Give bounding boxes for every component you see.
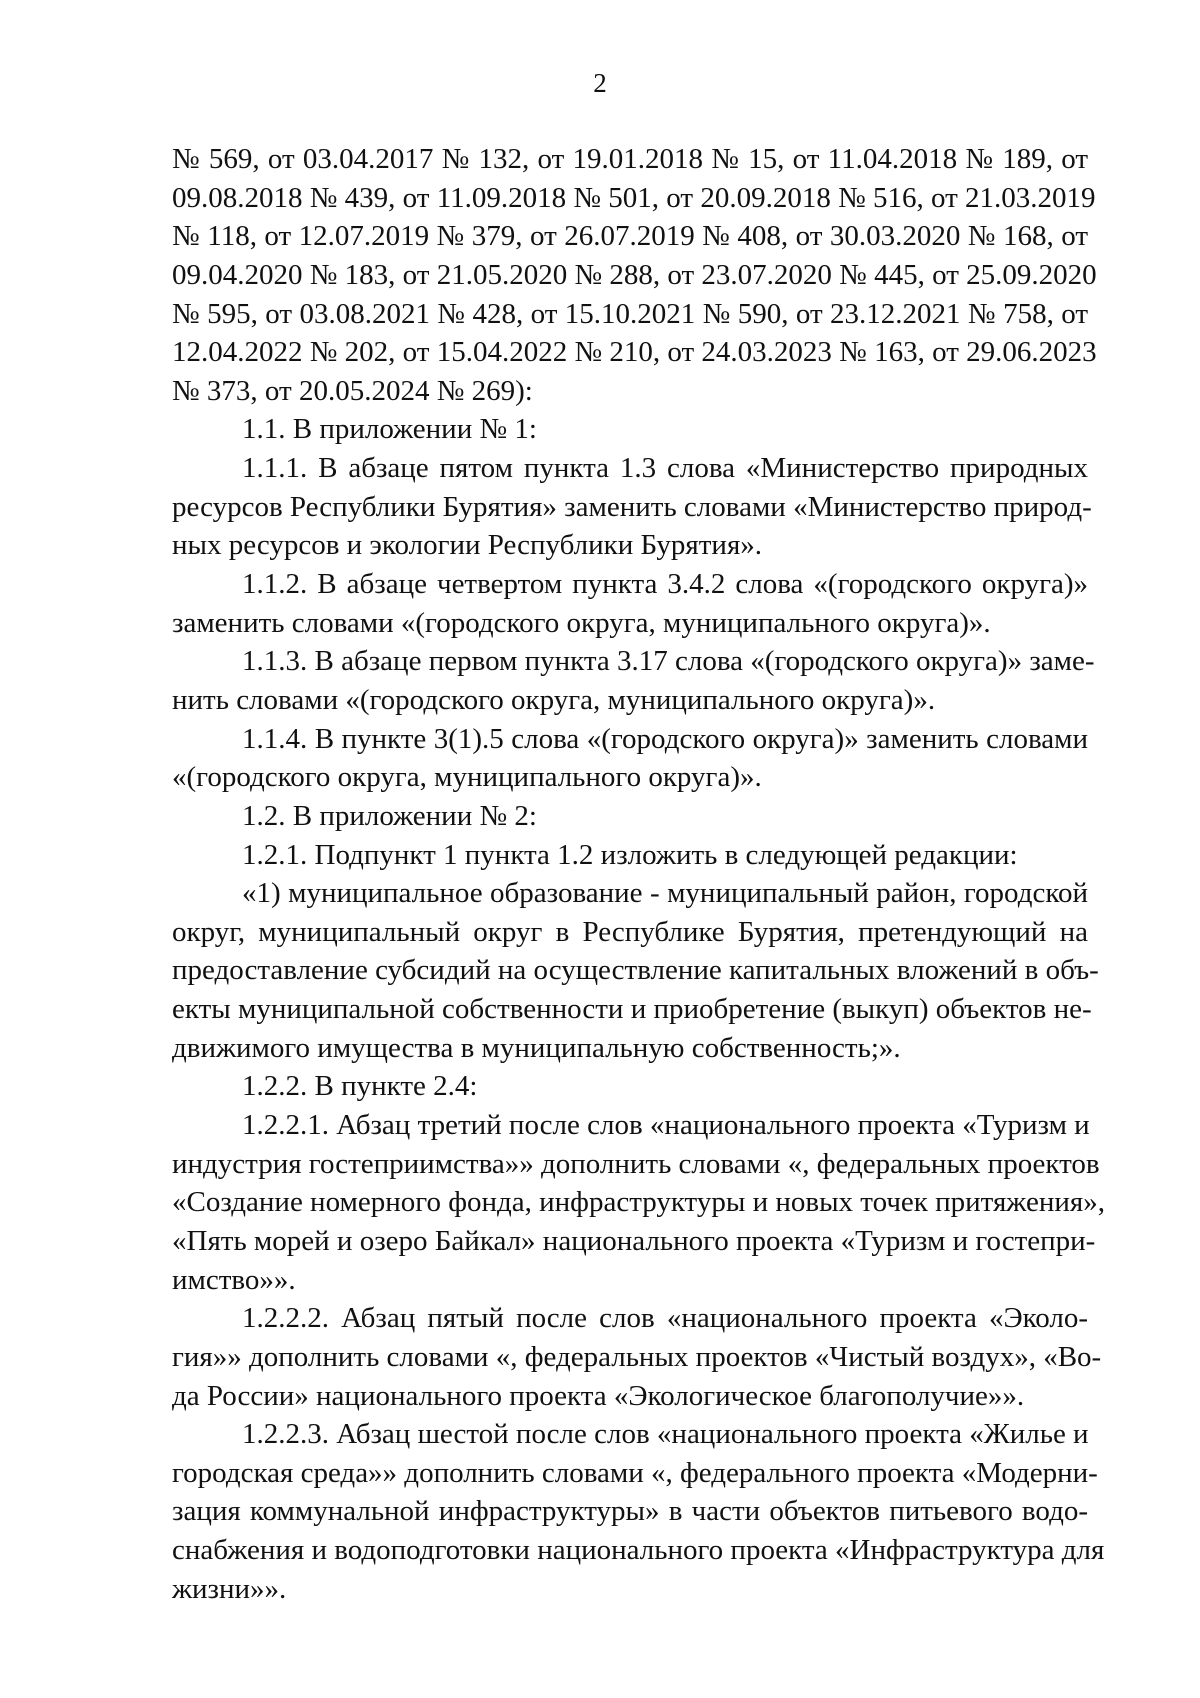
text-line: округ, муниципальный округ в Республике Бурятия, претендующий на [172, 915, 1088, 948]
text-line: зация коммунальной инфраструктуры» в части объектов питьевого водо- [172, 1495, 1088, 1528]
text-line: 1.1. В приложении № 1: [242, 413, 537, 446]
text-line: индустрия гостеприимства»» дополнить словами «, федеральных проектов [172, 1147, 1100, 1180]
text-line: «1) муниципальное образование - муниципальный район, городской [242, 877, 1088, 910]
text-line: заменить словами «(городского округа, муниципального округа)». [172, 606, 991, 639]
text-line: 1.2.2. В пункте 2.4: [242, 1070, 478, 1103]
page-number: 2 [593, 68, 607, 98]
text-line: 1.1.3. В абзаце первом пункта 3.17 слова «(городского округа)» заме- [242, 645, 1095, 678]
text-line: 1.2.2.3. Абзац шестой после слов «национального проекта «Жилье и [242, 1418, 1089, 1451]
text-line: № 595, от 03.08.2021 № 428, от 15.10.2021 № 590, от 23.12.2021 № 758, от [172, 297, 1088, 330]
text-line: 1.1.2. В абзаце четвертом пункта 3.4.2 слова «(городского округа)» [242, 568, 1088, 601]
text-line: «Создание номерного фонда, инфраструктуры и новых точек притяжения», [172, 1186, 1105, 1219]
text-line: 1.1.1. В абзаце пятом пункта 1.3 слова «Министерство природных [242, 452, 1088, 485]
text-line: 09.08.2018 № 439, от 11.09.2018 № 501, от 20.09.2018 № 516, от 21.03.2019 [172, 181, 1096, 214]
text-line: предоставление субсидий на осуществление капитальных вложений в объ- [172, 954, 1099, 987]
text-line: снабжения и водоподготовки национального проекта «Инфраструктура для [172, 1534, 1105, 1567]
text-line: № 373, от 20.05.2024 № 269): [172, 374, 533, 407]
text-line: № 569, от 03.04.2017 № 132, от 19.01.2018 № 15, от 11.04.2018 № 189, от [172, 143, 1088, 175]
text-line: 1.2.1. Подпункт 1 пункта 1.2 изложить в следующей редакции: [242, 838, 1018, 871]
text-line: нить словами «(городского округа, муниципального округа)». [172, 683, 936, 716]
text-line: городская среда»» дополнить словами «, федерального проекта «Модерни- [172, 1456, 1098, 1489]
text-line: жизни»». [172, 1572, 287, 1605]
text-line: гия»» дополнить словами «, федеральных проектов «Чистый воздух», «Во- [172, 1340, 1102, 1373]
text-line: екты муниципальной собственности и приобретение (выкуп) объектов не- [172, 993, 1092, 1026]
text-line: 1.2. В приложении № 2: [242, 799, 537, 832]
text-line: ресурсов Республики Бурятия» заменить словами «Министерство природ- [172, 490, 1092, 523]
text-line: 1.2.2.2. Абзац пятый после слов «национального проекта «Эколо- [242, 1302, 1088, 1335]
text-line: имство»». [172, 1263, 296, 1296]
text-line: движимого имущества в муниципальную собственность;». [172, 1031, 901, 1064]
text-line: «(городского округа, муниципального округа)». [172, 761, 762, 794]
text-line: 1.2.2.1. Абзац третий после слов «национального проекта «Туризм и [242, 1109, 1090, 1142]
text-line: № 118, от 12.07.2019 № 379, от 26.07.2019 № 408, от 30.03.2020 № 168, от [172, 220, 1088, 253]
text-line: 12.04.2022 № 202, от 15.04.2022 № 210, от 24.03.2023 № 163, от 29.06.2023 [172, 336, 1097, 369]
text-line: 09.04.2020 № 183, от 21.05.2020 № 288, от 23.07.2020 № 445, от 25.09.2020 [172, 258, 1097, 291]
text-line: да России» национального проекта «Экологическое благополучие»». [172, 1379, 1025, 1412]
text-line: 1.1.4. В пункте 3(1).5 слова «(городского округа)» заменить словами [242, 722, 1088, 755]
text-line: «Пять морей и озеро Байкал» национального проекта «Туризм и гостепри- [172, 1224, 1096, 1257]
text-line: ных ресурсов и экологии Республики Бурятия». [172, 529, 763, 562]
document-body [172, 140, 1105, 1608]
